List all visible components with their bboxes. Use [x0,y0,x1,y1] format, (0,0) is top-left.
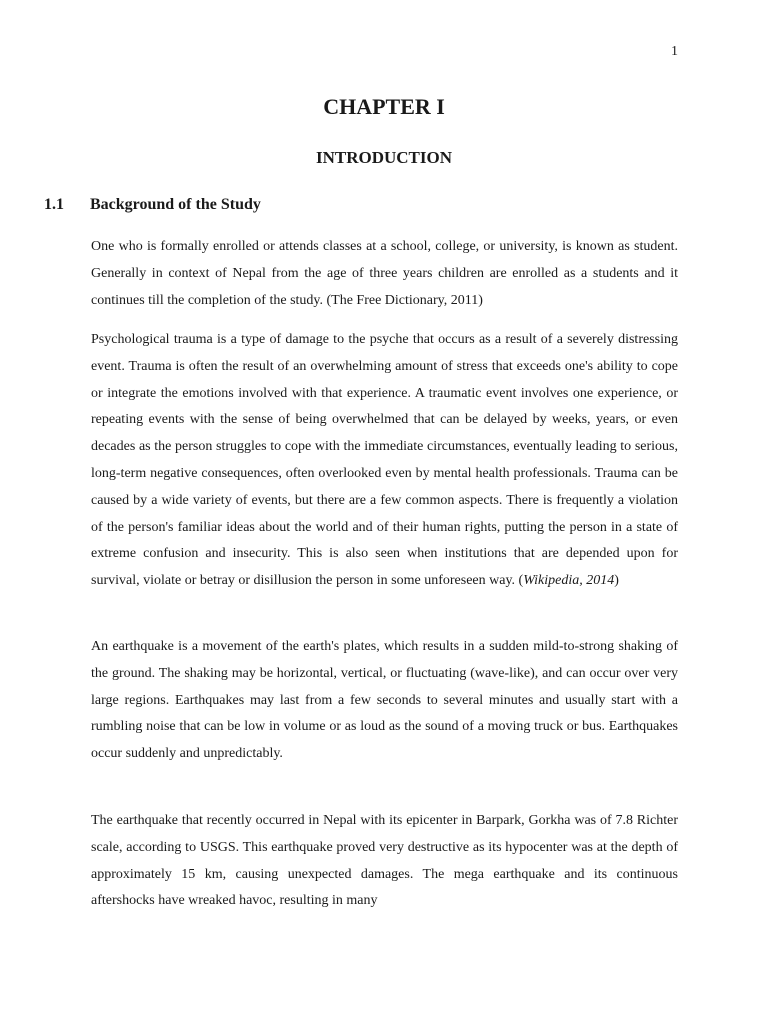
paragraph-student-definition: One who is formally enrolled or attends classes at a school, college, or university, is known as student. Generally in context of Nepal from the age of three years children are enrolled as a students and it continues till the completion of the study. (The Free Dictionary, 2011) [91,239,678,308]
chapter-title: CHAPTER I [323,94,445,119]
page-number: 1 [671,44,678,59]
paragraph-trauma-text: Psychological trauma is a type of damage to the psyche that occurs as a result of a severely distressing event. Trauma is often the result of an overwhelming amount of stress that exceeds one's ability to cope or integrate the emotions involved with that experience. A traumatic event involves one experience, or repeating events with the sense of being overwhelmed that can be delayed by weeks, years, or even decades as the person struggles to cope with the immediate circumstances, eventually leading to serious, long-term negative consequences, often overlooked even by mental health professionals. Trauma can be caused by a wide variety of events, but there are a few common aspects. There is frequently a violation of the person's familiar ideas about the world and of their human rights, putting the person in a state of extreme confusion and insecurity. This is also seen when institutions that are depended upon for survival, violate or betray or disillusion the person in some unforeseen way. ( [91,332,678,589]
section-number: 1.1 [44,196,64,213]
paragraph-psychological-trauma [91,327,678,595]
paragraph-nepal-earthquake: The earthquake that recently occurred in Nepal with its epicenter in Barpark, Gorkha was of 7.8 Richter scale, according to USGS. This earthquake proved very destructive as its hypocenter was at the depth of approximately 15 km, causing unexpected damages. The mega earthquake and its continuous aftershocks have wreaked havoc, resulting in many [91,813,678,909]
section-title: Background of the Study [90,196,261,213]
citation-close: ) [614,573,619,589]
citation-wikipedia: Wikipedia, 2014 [523,573,615,589]
paragraph-earthquake-definition: An earthquake is a movement of the earth's plates, which results in a sudden mild-to-strong shaking of the ground. The shaking may be horizontal, vertical, or fluctuating (wave-like), and can occur over very large regions. Earthquakes may last from a few seconds to several minutes and usually start with a rumbling noise that can be low in volume or as loud as the sound of a moving truck or bus. Earthquakes occur suddenly and unpredictably. [91,639,678,762]
section-heading [44,196,261,214]
chapter-subtitle: INTRODUCTION [315,148,453,167]
